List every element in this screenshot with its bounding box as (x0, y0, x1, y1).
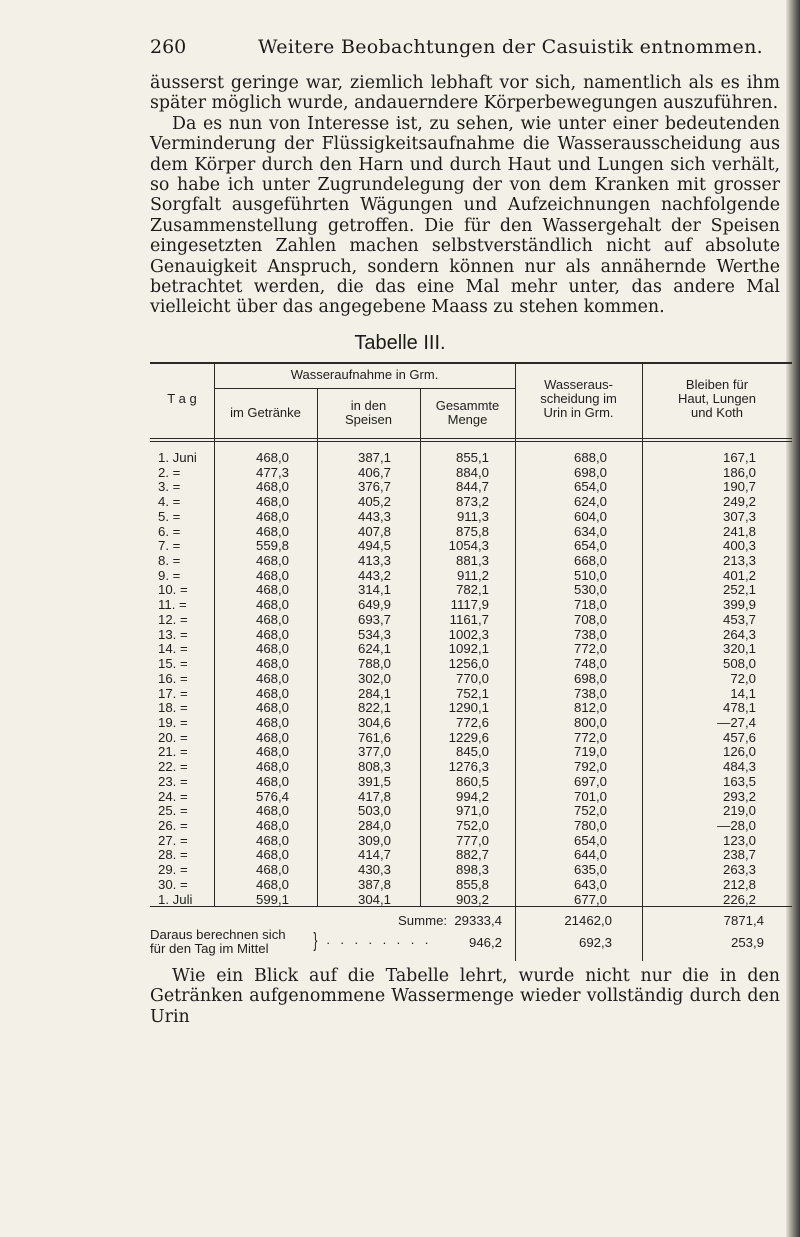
cell-total: 855,1 (455, 450, 489, 465)
cell-tag: 29. = (158, 862, 188, 878)
table-row (0, 583, 800, 597)
table-row (0, 834, 800, 848)
cell-drinks: 468,0 (255, 803, 289, 819)
cell-urine: 634,0 (573, 523, 607, 539)
cell-drinks: 468,0 (255, 700, 289, 716)
cell-food: 407,8 (357, 523, 391, 539)
table-row (0, 466, 800, 480)
cell-total: 1002,3 (448, 626, 489, 642)
cell-drinks: 468,0 (255, 494, 289, 510)
cell-total: 911,2 (456, 567, 489, 583)
cell-rest: 307,3 (722, 508, 756, 524)
cell-food: 430,3 (357, 862, 391, 878)
header-tag: T a g (167, 391, 197, 406)
table-row (0, 701, 800, 715)
cell-tag: 4. = (158, 494, 181, 510)
group-rule (214, 388, 515, 389)
cell-urine: 708,0 (573, 611, 607, 627)
cell-urine: 668,0 (573, 553, 607, 569)
mean-rest: 253,9 (730, 935, 764, 950)
cell-food: 624,1 (357, 641, 391, 657)
cell-total: 1229,6 (448, 729, 489, 745)
column-divider (515, 906, 516, 961)
cell-food: 808,3 (357, 759, 391, 775)
sum-total: 29333,4 (454, 913, 502, 928)
cell-rest: 212,8 (722, 876, 756, 892)
header-urine: Wasseraus- scheidung im Urin in Grm. (540, 377, 617, 420)
cell-urine: 644,0 (573, 847, 607, 863)
table-row (0, 878, 800, 892)
cell-tag: 6. = (158, 523, 181, 539)
header-food: in den Speisen (345, 398, 392, 427)
cell-rest: —27,4 (717, 714, 756, 730)
cell-food: 284,1 (357, 685, 391, 701)
cell-urine: 738,0 (573, 626, 607, 642)
table-row (0, 731, 800, 745)
cell-food: 413,3 (357, 553, 391, 569)
cell-drinks: 599,1 (255, 891, 289, 907)
header-total: Gesammte Menge (435, 398, 500, 427)
table-row (0, 525, 800, 539)
cell-tag: 30. = (158, 876, 188, 892)
running-head: Weitere Beobachtungen der Casuistik entnommen. (258, 36, 763, 58)
table-row (0, 687, 800, 701)
cell-tag: 11. = (158, 597, 187, 613)
cell-urine: 654,0 (573, 832, 607, 848)
table-row (0, 863, 800, 877)
cell-total: 752,0 (455, 818, 489, 833)
cell-urine: 510,0 (573, 567, 607, 583)
cell-tag: 3. = (158, 479, 181, 495)
cell-food: 406,7 (357, 464, 391, 480)
cell-drinks: 468,0 (255, 729, 289, 745)
cell-drinks: 468,0 (255, 597, 289, 613)
cell-urine: 738,0 (573, 685, 607, 701)
cell-total: 873,2 (455, 494, 489, 510)
cell-tag: 22. = (158, 759, 188, 775)
cell-rest: 238,7 (722, 847, 756, 863)
table-row (0, 569, 800, 583)
cell-urine: 677,0 (573, 891, 607, 907)
cell-drinks: 468,0 (255, 626, 289, 642)
cell-total: 845,0 (455, 744, 489, 760)
cell-food: 761,6 (357, 729, 391, 745)
cell-tag: 28. = (158, 847, 188, 863)
cell-total: 884,0 (455, 464, 489, 480)
table-row (0, 451, 800, 465)
cell-rest: 163,5 (722, 773, 756, 789)
cell-total: 1276,3 (448, 759, 489, 775)
cell-total: 770,0 (455, 670, 489, 686)
cell-urine: 800,0 (573, 714, 607, 730)
cell-urine: 624,0 (573, 494, 607, 510)
cell-rest: 264,3 (722, 626, 756, 642)
table-row (0, 672, 800, 686)
table-row (0, 804, 800, 818)
cell-food: 376,7 (357, 479, 391, 495)
cell-drinks: 576,4 (255, 788, 289, 804)
cell-drinks: 468,0 (255, 847, 289, 863)
cell-drinks: 468,0 (255, 876, 289, 892)
cell-tag: 13. = (158, 626, 188, 642)
cell-tag: 24. = (158, 788, 188, 804)
cell-tag: 23. = (158, 773, 188, 789)
cell-food: 377,0 (357, 744, 391, 760)
closing-text (150, 966, 780, 1027)
cell-tag: 5. = (158, 508, 181, 524)
cell-total: 911,3 (456, 508, 489, 524)
table-row (0, 716, 800, 730)
paragraph: äusserst geringe war, ziemlich lebhaft vor sich, namentlich als es ihm später möglich wurde, andauerndere Körperbewegungen auszuführen. (150, 73, 780, 114)
table-row (0, 480, 800, 494)
cell-tag: 17. = (158, 685, 188, 701)
cell-urine: 604,0 (573, 508, 607, 524)
cell-rest: 508,0 (722, 656, 756, 672)
cell-total: 881,3 (455, 553, 489, 569)
cell-rest: 252,1 (722, 582, 756, 598)
header-bottom-rule (150, 438, 792, 439)
cell-urine: 752,0 (573, 803, 607, 819)
cell-rest: 401,2 (722, 567, 756, 583)
mean-leader-dots: · · · · · · · · (326, 935, 432, 950)
cell-tag: 12. = (158, 611, 188, 627)
cell-rest: 219,0 (722, 803, 756, 819)
cell-food: 414,7 (357, 847, 391, 863)
page-number: 260 (150, 36, 187, 58)
cell-tag: 25. = (158, 803, 188, 819)
table-row (0, 760, 800, 774)
mean-urine: 692,3 (578, 935, 612, 950)
cell-drinks: 468,0 (255, 567, 289, 583)
cell-total: 971,0 (455, 803, 489, 819)
cell-tag: 14. = (158, 641, 188, 657)
cell-drinks: 468,0 (255, 685, 289, 701)
table-top-rule (150, 362, 792, 364)
cell-food: 788,0 (357, 656, 391, 672)
table-title: Tabelle III. (354, 332, 446, 354)
cell-urine: 792,0 (573, 759, 607, 775)
cell-food: 302,0 (357, 670, 391, 686)
cell-urine: 698,0 (573, 464, 607, 480)
table-row (0, 893, 800, 907)
cell-urine: 697,0 (573, 773, 607, 789)
cell-rest: 293,2 (722, 788, 756, 804)
mean-label: Daraus berechnen sich für den Tag im Mittel (150, 927, 286, 956)
cell-tag: 1. Juli (158, 891, 193, 907)
cell-drinks: 477,3 (255, 464, 289, 480)
column-divider (642, 906, 643, 961)
cell-tag: 21. = (158, 744, 188, 760)
header-drinks: im Getränke (230, 405, 301, 420)
cell-drinks: 468,0 (255, 656, 289, 672)
cell-drinks: 468,0 (255, 744, 289, 760)
table-row (0, 598, 800, 612)
cell-rest: 399,9 (722, 597, 756, 613)
table-row (0, 539, 800, 553)
cell-total: 782,1 (455, 582, 489, 598)
sum-label: Summe: (398, 913, 448, 928)
cell-rest: 226,2 (722, 891, 756, 907)
cell-drinks: 468,0 (255, 773, 289, 789)
cell-urine: 719,0 (573, 744, 607, 760)
cell-drinks: 468,0 (255, 818, 289, 833)
cell-tag: 19. = (158, 714, 188, 730)
cell-tag: 15. = (158, 656, 188, 672)
cell-total: 1054,3 (448, 538, 489, 554)
cell-food: 417,8 (357, 788, 391, 804)
cell-food: 503,0 (357, 803, 391, 819)
cell-urine: 530,0 (573, 582, 607, 598)
cell-drinks: 468,0 (255, 611, 289, 627)
cell-food: 534,3 (357, 626, 391, 642)
cell-total: 777,0 (455, 832, 489, 848)
cell-rest: 478,1 (722, 700, 756, 716)
cell-urine: 812,0 (573, 700, 607, 716)
cell-food: 494,5 (357, 538, 391, 554)
table-row (0, 642, 800, 656)
paragraph: Da es nun von Interesse ist, zu sehen, wie unter einer bedeutenden Verminderung der Flüssigkeitsaufnahme die Wasserausscheidung aus dem Körper durch den Harn und durch Haut und Lungen sich verhält, so habe ich unter Zugrundelegung der von dem Kranken mit grosser Sorgfalt ausgeführten Wägungen und Aufzeichnungen nachfolgende Zusammenstellung getroffen. Die für den Wassergehalt der Speisen eingesetzten Zahlen machen selbstverständlich nicht auf absolute Genauigkeit Anspruch, sondern können nur als annähernde Werthe betrachtet werden, die das eine Mal mehr unter, das andere Mal vielleicht über das angegebene Maass zu stehen kommen. (150, 113, 780, 318)
cell-tag: 27. = (158, 832, 188, 848)
cell-drinks: 468,0 (255, 553, 289, 569)
cell-total: 898,3 (455, 862, 489, 878)
cell-urine: 772,0 (573, 729, 607, 745)
cell-rest: 484,3 (722, 759, 756, 775)
cell-total: 875,8 (455, 523, 489, 539)
table-row (0, 745, 800, 759)
cell-tag: 7. = (158, 538, 181, 554)
cell-food: 405,2 (357, 494, 391, 510)
cell-food: 391,5 (357, 773, 391, 789)
cell-food: 693,7 (357, 611, 391, 627)
table-row (0, 848, 800, 862)
cell-drinks: 468,0 (255, 832, 289, 848)
cell-total: 882,7 (455, 847, 489, 863)
cell-food: 304,6 (357, 714, 391, 730)
cell-rest: 241,8 (722, 523, 756, 539)
cell-total: 1290,1 (448, 700, 489, 716)
cell-tag: 9. = (158, 567, 181, 583)
cell-tag: 10. = (158, 582, 188, 598)
table-row (0, 554, 800, 568)
table-row (0, 819, 800, 833)
cell-total: 844,7 (455, 479, 489, 495)
cell-total: 903,2 (455, 891, 489, 907)
cell-total: 1256,0 (448, 656, 489, 672)
cell-rest: 167,1 (722, 450, 756, 465)
cell-rest: 457,6 (722, 729, 756, 745)
cell-rest: 249,2 (722, 494, 756, 510)
table-row (0, 790, 800, 804)
cell-drinks: 468,0 (255, 641, 289, 657)
sum-urine: 21462,0 (564, 913, 612, 928)
cell-tag: 2. = (158, 464, 181, 480)
sum-rest: 7871,4 (723, 913, 764, 928)
cell-total: 752,1 (455, 685, 489, 701)
cell-total: 1117,9 (450, 597, 489, 613)
cell-tag: 18. = (158, 700, 188, 716)
cell-drinks: 468,0 (255, 479, 289, 495)
cell-total: 772,6 (455, 714, 489, 730)
cell-drinks: 468,0 (255, 523, 289, 539)
mean-brace: } (313, 930, 318, 952)
cell-drinks: 559,8 (255, 538, 289, 554)
header-bottom-rule (150, 441, 792, 442)
cell-tag: 16. = (158, 670, 188, 686)
cell-urine: 643,0 (573, 876, 607, 892)
cell-rest: 186,0 (722, 464, 756, 480)
cell-rest: 320,1 (722, 641, 756, 657)
table-row (0, 657, 800, 671)
cell-drinks: 468,0 (255, 862, 289, 878)
cell-food: 304,1 (357, 891, 391, 907)
header-rest: Bleiben für Haut, Lungen und Koth (677, 377, 757, 420)
cell-total: 860,5 (455, 773, 489, 789)
cell-drinks: 468,0 (255, 582, 289, 598)
cell-urine: 748,0 (573, 656, 607, 672)
cell-urine: 654,0 (573, 538, 607, 554)
cell-rest: 400,3 (722, 538, 756, 554)
cell-tag: 20. = (158, 729, 188, 745)
table-row (0, 613, 800, 627)
cell-rest: 72,0 (730, 670, 756, 686)
cell-food: 387,1 (357, 450, 391, 465)
cell-drinks: 468,0 (255, 714, 289, 730)
cell-drinks: 468,0 (255, 508, 289, 524)
cell-tag: 1. Juni (158, 450, 197, 465)
cell-food: 443,3 (357, 508, 391, 524)
cell-total: 1092,1 (448, 641, 489, 657)
cell-rest: 123,0 (722, 832, 756, 848)
cell-food: 314,1 (357, 582, 391, 598)
cell-food: 284,0 (357, 818, 391, 833)
mean-total: 946,2 (468, 935, 502, 950)
cell-total: 855,8 (455, 876, 489, 892)
cell-rest: 213,3 (722, 553, 756, 569)
cell-urine: 780,0 (573, 818, 607, 833)
cell-urine: 772,0 (573, 641, 607, 657)
cell-food: 387,8 (357, 876, 391, 892)
cell-urine: 688,0 (573, 450, 607, 465)
cell-urine: 701,0 (573, 788, 607, 804)
cell-urine: 654,0 (573, 479, 607, 495)
cell-urine: 635,0 (573, 862, 607, 878)
cell-food: 822,1 (357, 700, 391, 716)
cell-tag: 8. = (158, 553, 181, 569)
cell-drinks: 468,0 (255, 759, 289, 775)
header-water-intake: Wasseraufnahme in Grm. (290, 367, 439, 382)
cell-rest: 453,7 (722, 611, 756, 627)
cell-food: 649,9 (357, 597, 391, 613)
cell-drinks: 468,0 (255, 450, 289, 465)
table-row (0, 775, 800, 789)
cell-rest: 126,0 (722, 744, 756, 760)
cell-rest: —28,0 (717, 818, 756, 833)
cell-food: 443,2 (357, 567, 391, 583)
cell-drinks: 468,0 (255, 670, 289, 686)
cell-urine: 718,0 (573, 597, 607, 613)
cell-urine: 698,0 (573, 670, 607, 686)
paragraph: Wie ein Blick auf die Tabelle lehrt, wurde nicht nur die in den Getränken aufgenommene Wassermenge wieder vollständig durch den Urin (150, 966, 780, 1027)
cell-total: 1161,7 (449, 611, 489, 627)
table-row (0, 495, 800, 509)
cell-total: 994,2 (455, 788, 489, 804)
cell-rest: 263,3 (722, 862, 756, 878)
cell-rest: 190,7 (722, 479, 756, 495)
cell-rest: 14,1 (730, 685, 756, 701)
table-row (0, 510, 800, 524)
cell-tag: 26. = (158, 818, 188, 833)
table-row (0, 628, 800, 642)
cell-food: 309,0 (357, 832, 391, 848)
